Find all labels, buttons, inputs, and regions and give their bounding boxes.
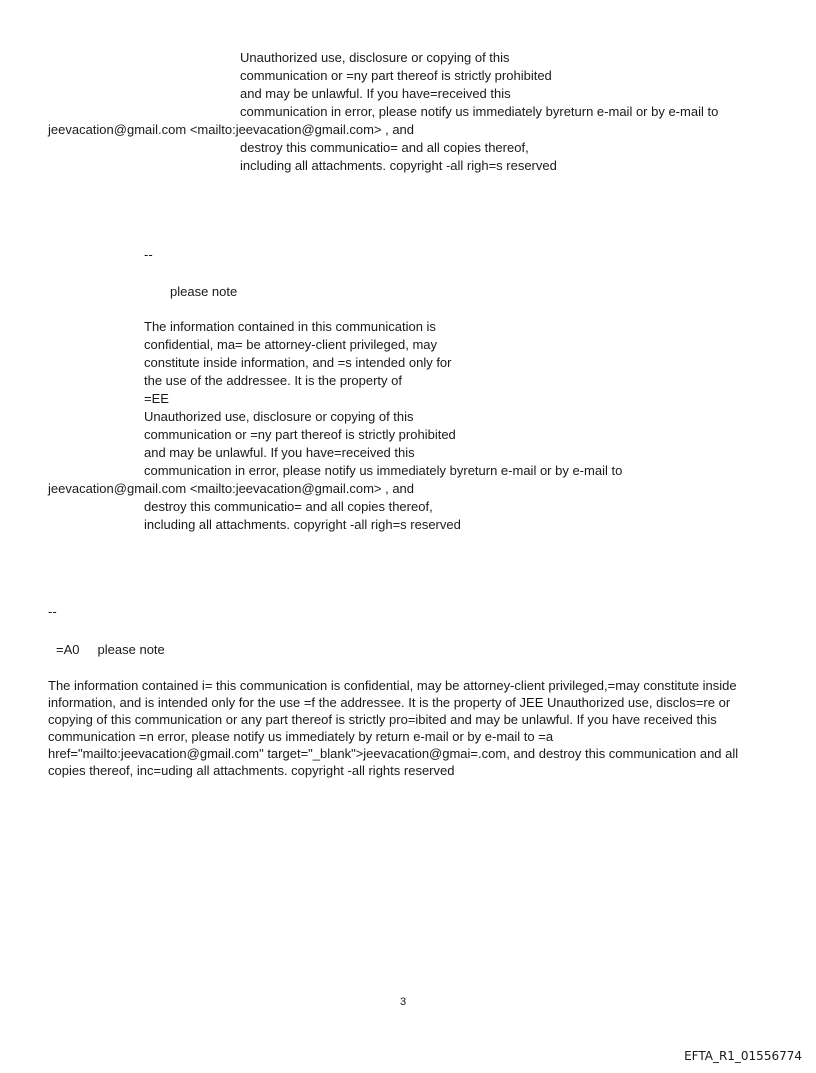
- block1-line-6: destroy this communicatio= and all copies thereof,: [240, 140, 529, 155]
- block2-heading: please note: [170, 284, 238, 299]
- block2-separator: --: [144, 247, 153, 262]
- block2-line-10: jeevacation@gmail.com <mailto:jeevacation@gmail.com> , and: [48, 481, 415, 496]
- block1-line-2: communication or =ny part thereof is strictly prohibited: [240, 68, 552, 83]
- block2-line-8: and may be unlawful. If you have=received this: [144, 445, 415, 460]
- block1-line-5: jeevacation@gmail.com <mailto:jeevacation@gmail.com> , and: [48, 122, 415, 137]
- block3-paragraph: The information contained i= this communication is confidential, may be attorney-client privileged,=may constitute inside information, and is intended only for the use =f the addressee. It is the property of JEE Unauthorized use, disclos=re or copying of this communication or any part thereof is strictly pro=ibited and may be unlawful. If you have received this communication =n error, please notify us immediately by return e-mail or by e-mail to =a href="mailto:jeevacation@gmail.com" target="_blank">jeevacation@gmai=.com, and destroy this communication and all copies thereof, inc=uding all attachments. copyright -all rights reserved: [48, 678, 739, 778]
- block3-separator: --: [48, 604, 57, 619]
- document-id: EFTA_R1_01556774: [684, 1049, 802, 1063]
- block1-line-7: including all attachments. copyright -all righ=s reserved: [240, 158, 557, 173]
- page-number: 3: [400, 996, 407, 1008]
- block2-line-11: destroy this communicatio= and all copies thereof,: [144, 499, 433, 514]
- block3-heading: =A0 please note: [56, 642, 165, 657]
- block1-line-3: and may be unlawful. If you have=received this: [240, 86, 511, 101]
- block1-line-1: Unauthorized use, disclosure or copying of this: [240, 50, 510, 65]
- block2-line-6: Unauthorized use, disclosure or copying of this: [144, 409, 414, 424]
- block2-line-3: constitute inside information, and =s intended only for: [144, 355, 452, 370]
- block2-line-7: communication or =ny part thereof is strictly prohibited: [144, 427, 456, 442]
- block1-line-4: communication in error, please notify us immediately byreturn e-mail or by e-mail to: [240, 104, 719, 119]
- block2-line-2: confidential, ma= be attorney-client privileged, may: [144, 337, 438, 352]
- block2-line-5: =EE: [144, 391, 169, 406]
- block2-line-1: The information contained in this communication is: [144, 319, 436, 334]
- block2-line-12: including all attachments. copyright -all righ=s reserved: [144, 517, 461, 532]
- block2-line-4: the use of the addressee. It is the property of: [144, 373, 402, 388]
- block2-line-9: communication in error, please notify us immediately byreturn e-mail or by e-mail to: [144, 463, 623, 478]
